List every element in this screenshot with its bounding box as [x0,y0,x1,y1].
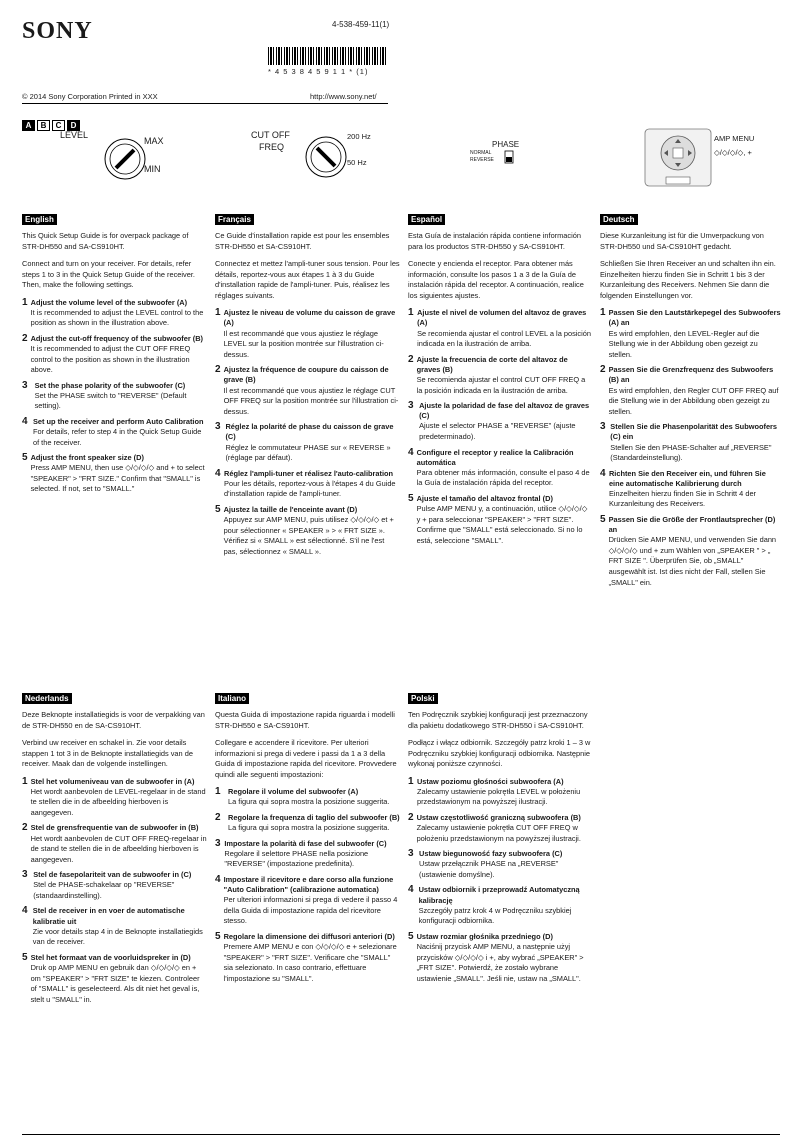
step-body [224,365,400,417]
step-body [31,823,207,865]
step-number: 2 [408,811,414,823]
section-deutsch [600,209,782,593]
step-title: Ajuste el nivel de volumen del altavoz de graves (A) [417,308,587,328]
step-text: Naciśnij przycisk AMP MENU, a następnie użyj przycisków ◇/◇/◇/◇ i +, aby wybrać „SPEAKER" > „FRT SIZE". Potwierdź, że zostało wybrane ustawienie „SMALL". Jeśli nie, ustaw na „SMALL". [416,942,584,983]
level-dial-figure [60,128,180,188]
step [215,365,400,417]
step [215,469,400,500]
step-body [610,422,782,463]
section-nederlands [22,688,207,1010]
hz200-label: 200 Hz [347,132,371,141]
step-body [31,453,207,495]
section-heading: Polski [408,693,438,704]
step [600,422,782,463]
intro-paragraph: Diese Kurzanleitung ist für die Umverpackung von STR-DH550 und SA-CS910HT gedacht. [600,231,764,251]
section-english [22,209,207,500]
step [215,875,400,927]
step-text: Premere AMP MENU e con ◇/◇/◇/◇ e + selezionare "SPEAKER" > "FRT SIZE". Verificare che "SMALL" sia selezionato. In caso contrario, effettuare l'impostazione su "SMALL". [223,942,397,983]
step-body [417,308,593,349]
badge-b: B [37,120,50,131]
section-heading: Español [408,214,445,225]
step-title: Ajustez la fréquence de coupure du caisson de grave (B) [223,365,389,385]
intro-paragraph: Collegare e accendere il ricevitore. Per ulteriori informazioni si prega di vedere i passi da 1 a 3 della Guida di impostazione rapida del ricevitore. Provvedere quindi alle seguenti impostazioni: [215,738,397,779]
step-text: Het wordt aanbevolen de CUT OFF FREQ-regelaar in de stand te stellen die in de afbeelding hierboven is aangegeven. [30,833,207,864]
step-number: 4 [408,446,414,458]
step-title: Set the phase polarity of the subwoofer (C) [34,380,186,390]
step-title: Richten Sie den Receiver ein, und führen Sie eine automatische Kalibrierung durch [608,468,766,488]
step-body [228,787,389,808]
step-text: Pulse AMP MENU y, a continuación, utilice ◇/◇/◇/◇ y + para seleccionar "SPEAKER" > "FRT SIZE". Confirme que "SMALL" está seleccionado. Si no lo está, seleccione "SMALL". [416,504,588,545]
step-title: Regolare la dimensione dei diffusori anteriori (D) [223,931,395,941]
section-francais [215,209,400,562]
reverse-label: REVERSE [470,157,494,163]
freq-label: FREQ [259,142,285,152]
step-text: Ajuste el selector PHASE a "REVERSE" (ajuste predeterminado). [419,421,576,441]
section-heading: Italiano [215,693,249,704]
step [215,813,400,834]
badge-a: A [22,120,35,131]
phase-label: PHASE [492,140,520,149]
step-title: Adjust the front speaker size (D) [30,453,144,463]
step-title: Stel de receiver in en voer de automatische kalibratie uit [32,906,185,926]
step-text: Drücken Sie AMP MENU, und verwenden Sie dann ◇/◇/◇/◇ und + zum Wählen von „SPEAKER " > „ FRT SIZE ". Überprüfen Sie, ob „SMALL" ausgewählt ist. Ist dies nicht der Fall, stellen Sie „SMALL" ein. [608,535,777,587]
step-title: Regolare la frequenza di taglio del subwoofer (B) [228,812,400,822]
step [600,365,782,417]
intro-paragraph: Conecte y encienda el receptor. Para obtener más información, consulte los pasos 1 a 3 de la Guía de instalación rápida del receptor. A continuación, realice los siguientes ajustes. [408,259,584,300]
step [215,422,400,463]
step-text: Zie voor details stap 4 in de Beknopte installatiegids van de receiver. [32,926,203,947]
step-body [224,308,400,360]
step-title: Réglez l'ampli-tuner et réalisez l'auto-calibration [224,468,394,478]
step-title: Passen Sie den Lautstärkepegel des Subwoofers (A) an [608,308,781,328]
step-title: Ustaw częstotliwość graniczną subwoofera (B) [416,812,581,822]
step-text: Press AMP MENU, then use ◇/◇/◇/◇ and + to select "SPEAKER" > "FRT SIZE." Confirm that "SMALL" is selected. If not, set to "SMALL." [30,463,205,494]
step-number: 4 [215,467,221,479]
step-title: Ustaw rozmiar głośnika przedniego (D) [416,931,553,941]
min-label: MIN [144,164,161,174]
step-body [224,839,400,870]
step-body [33,870,207,901]
step-text: Es wird empfohlen, den Regler CUT OFF FREQ auf die Stellung wie in der Abbildung oben gezeigt zu stellen. [608,385,779,416]
step-number: 5 [215,930,221,942]
step [22,953,207,1005]
step-number: 3 [215,837,221,849]
step [408,849,593,880]
step [22,417,207,448]
barcode-number: * 4 5 3 8 4 5 9 1 1 * (1) [268,67,369,76]
step [408,401,593,442]
step [215,505,400,557]
step-body [228,813,400,834]
step-number: 2 [215,364,221,376]
step-text: Appuyez sur AMP MENU, puis utilisez ◇/◇/◇/◇ et + pour sélectionner « SPEAKER » > « FRT SIZE ». Vérifiez si « SMALL » est sélectionné. S'il ne l'est pas, sélectionnez « SMALL ». [223,515,394,556]
step-text: Regolare il selettore PHASE nella posizione "REVERSE" (impostazione predefinita). [224,848,369,869]
step-title: Set up the receiver and perform Auto Calibration [32,416,204,426]
step-body [609,469,782,510]
step [408,932,593,984]
step-body [31,298,207,329]
phase-switch-figure [470,138,530,168]
step-body [224,875,400,927]
step-number: 4 [600,467,606,479]
intro-paragraph: Connect and turn on your receiver. For details, refer steps 1 to 3 in the Quick Setup Guide of the receiver. Then, make the following settings. [22,259,195,290]
step-number: 2 [215,811,221,823]
step-text: Einzelheiten hierzu finden Sie in Schritt 4 der Kurzanleitung des Receivers. [608,488,757,509]
step-body [417,355,593,396]
step-body [31,953,207,1005]
step [22,381,207,412]
level-label: LEVEL [60,130,89,140]
step-number: 2 [408,353,414,365]
step-title: Adjust the cut-off frequency of the subwoofer (B) [30,333,204,343]
step-title: Ajuste la polaridad de fase del altavoz de graves (C) [419,401,590,421]
step [408,813,593,844]
step-title: Impostare il ricevitore e dare corso alla funzione "Auto Calibration" (calibrazione automatica) [223,874,394,895]
step-text: Il est recommandé que vous ajustiez le réglage LEVEL sur la position montrée sur l'illustration ci-dessus. [223,328,384,359]
step-title: Ajuste la frecuencia de corte del altavoz de graves (B) [416,354,568,374]
step-title: Ustaw poziomu głośności subwoofera (A) [416,776,564,786]
step-body [609,515,782,588]
step-body [417,448,593,489]
step [600,515,782,588]
step-title: Adjust the volume level of the subwoofer (A) [30,297,188,307]
step-title: Stellen Sie die Phasenpolarität des Subwoofers (C) ein [610,422,778,442]
step-number: 1 [215,786,221,798]
step-title: Impostare la polarità di fase del subwoofer (C) [224,838,387,848]
step [215,308,400,360]
step-body [31,777,207,819]
step-text: Set the PHASE switch to "REVERSE" (Default setting). [34,390,187,411]
step [215,932,400,984]
step-body [33,906,207,947]
section-italiano [215,688,400,989]
step [22,298,207,329]
step [22,453,207,495]
step-text: Réglez le commutateur PHASE sur « REVERSE » (réglage par défaut). [225,442,391,463]
max-label: MAX [144,136,164,146]
section-heading: Deutsch [600,214,638,225]
remote-control-figure [644,128,714,188]
step-number: 4 [215,873,221,885]
step-text: Stel de PHASE-schakelaar op "REVERSE" (standaardinstelling). [33,880,175,900]
sony-logo: SONY [22,18,93,44]
step-title: Ustaw biegunowość fazy subwoofera (C) [419,849,563,859]
step [600,308,782,360]
step-number: 5 [600,514,606,525]
step-text: La figura qui sopra mostra la posizione suggerita. [228,823,390,833]
step-body [419,849,593,880]
step-title: Passen Sie die Grenzfrequenz des Subwoofers (B) an [608,365,774,385]
step-body [419,401,593,442]
step-number: 1 [408,307,414,319]
step-text: For details, refer to step 4 in the Quick Setup Guide of the receiver. [32,427,202,447]
intro-paragraph: Podłącz i włącz odbiornik. Szczegóły patrz kroki 1 – 3 w Podręczniku szybkiej konfiguracji odbiornika. Następnie wykonaj poniższe czynności. [408,738,591,769]
step-text: Per ulteriori informazioni si prega di vedere il passo 4 della Guida di impostazione rapida del ricevitore stesso. [223,895,398,926]
step-number: 4 [22,905,28,917]
step [600,469,782,510]
step-body [417,777,593,808]
amp-menu-label: AMP MENU [714,134,755,143]
step-number: 5 [408,492,414,504]
step-number: 5 [215,503,221,515]
step-title: Ajustez le niveau de volume du caisson de grave (A) [223,308,396,328]
step-number: 1 [22,296,28,308]
step-number: 5 [408,930,414,942]
step [408,355,593,396]
step-text: Il est recommandé que vous ajustiez le réglage CUT OFF FREQ sur la position montrée sur l'illustration ci-dessus. [223,385,399,416]
step-number: 3 [408,400,414,412]
step-body [224,505,400,557]
step-title: Stel het volumeniveau van de subwoofer in (A) [30,776,195,786]
step-text: It is recommended to adjust the LEVEL control to the position as shown in the illustration above. [30,307,204,328]
part-number: 4-538-459-11(1) [332,20,390,29]
intro-paragraph: Questa Guida di impostazione rapida riguarda i modelli STR-DH550 e SA-CS910HT. [215,710,395,730]
step-title: Stel het formaat van de voorluidspreker in (D) [30,952,191,962]
step-text: Druk op AMP MENU en gebruik dan ◇/◇/◇/◇ en + om "SPEAKER" > "FRT SIZE" te kiezen. Controleer of "SMALL" is geselecteerd. Als dit niet het geval is, stelt u "SMALL" in. [30,963,200,1004]
step-body [417,932,593,984]
step-body [609,365,782,417]
step-text: Se recomienda ajustar el control CUT OFF FREQ a la posición indicada en la ilustración de arriba. [416,375,586,395]
step-text: La figura qui sopra mostra la posizione suggerita. [228,797,390,807]
step [22,906,207,947]
step-title: Configure el receptor y realice la Calibración automática [416,447,574,467]
step-title: Stel de grensfrequentie van de subwoofer in (B) [30,823,199,833]
step-text: Para obtener más información, consulte el paso 4 de la Guía de instalación rápida del receptor. [416,467,590,488]
step [22,777,207,819]
remote-dpad-icon [644,128,714,188]
step-text: It is recommended to adjust the CUT OFF FREQ control to the position as shown in the illustration above. [30,344,191,375]
step-number: 2 [22,332,28,344]
step-body [31,334,207,376]
step-text: Het wordt aanbevolen de LEVEL-regelaar in de stand te stellen die in de afbeelding hierboven is aangegeven. [30,786,206,817]
cutoff-label: CUT OFF [251,130,290,140]
step [215,787,400,808]
step-title: Regolare il volume del subwoofer (A) [228,787,359,797]
step-number: 1 [22,775,28,787]
step-body [417,494,593,546]
normal-label: NORMAL [470,150,492,156]
step-text: Se recomienda ajustar el control LEVEL a la posición indicada en la ilustración de arriba. [417,328,591,349]
section-heading: Français [215,214,254,225]
section-espanol [408,209,593,551]
step-title: Ajuste el tamaño del altavoz frontal (D) [416,493,553,503]
intro-paragraph: Schließen Sie Ihren Receiver an und schalten ihn ein. Einzelheiten hierzu finden Sie in Schritt 1 bis 3 der Kurzanleitung des Receivers. Nehmen Sie dann die folgenden Einstellungen vor. [600,259,776,300]
phase-switch-icon [504,150,514,164]
step-number: 4 [408,884,414,896]
step-text: Ustaw przełącznik PHASE na „REVERSE" (ustawienie domyślne). [419,859,559,879]
step-text: Szczegóły patrz krok 4 w Podręczniku szybkiej konfiguracji odbiornika. [418,905,572,926]
step-text: Zalecamy ustawienie pokrętła LEVEL w położeniu przedstawionym na powyższej ilustracji. [416,786,581,807]
step-title: Passen Sie die Größe der Frontlautsprecher (D) an [608,515,776,535]
top-rule [22,103,388,104]
level-knob-icon [102,136,148,182]
step-text: Pour les détails, reportez-vous à l'étapes 4 du Guide d'installation rapide de l'ampli-tuner. [224,478,396,499]
step-body [35,381,207,412]
section-heading: English [22,214,57,225]
step-number: 3 [22,379,28,391]
step-number: 1 [600,307,606,319]
step-title: Stel de fasepolariteit van de subwoofer in (C) [33,870,192,880]
cutoff-knob-icon [303,134,349,180]
step [215,839,400,870]
step-title: Ajustez la taille de l'enceinte avant (D) [223,504,358,514]
step-title: Ustaw odbiornik i przeprowadź Automatyczną kalibrację [418,885,580,905]
step-body [417,813,593,844]
step-number: 4 [22,415,28,427]
step-number: 2 [600,364,606,376]
step [408,885,593,926]
step-body [609,308,782,360]
step-body [225,422,400,463]
step-body [33,417,207,448]
intro-paragraph: This Quick Setup Guide is for overpack package of STR-DH550 and SA-CS910HT. [22,231,189,251]
badge-d: D [67,120,80,131]
copyright: © 2014 Sony Corporation Printed in XXX [22,92,158,101]
intro-paragraph: Ten Podręcznik szybkiej konfiguracji jest przeznaczony dla pakietu dodatkowego STR-DH550 i SA-CS910HT. [408,710,588,730]
step-text: Es wird empfohlen, den LEVEL-Regler auf die Stellung wie in der Abbildung oben gezeigt zu stellen. [608,328,760,359]
step-number: 5 [22,452,28,464]
step [22,334,207,376]
step [22,823,207,865]
step-number: 3 [408,848,414,860]
step-text: Stellen Sie den PHASE-Schalter auf „REVERSE" (Standardeinstellung). [610,442,772,463]
section-polski [408,688,593,989]
bottom-rule [22,1134,780,1135]
cutoff-dial-figure [245,128,385,188]
step-body [224,932,400,984]
step [408,494,593,546]
step-number: 1 [215,307,221,319]
step [408,308,593,349]
step [22,870,207,901]
step-number: 3 [215,421,221,433]
step-number: 1 [408,775,414,787]
sony-url[interactable]: http://www.sony.net/ [310,92,377,101]
step-text: Zalecamy ustawienie pokrętła CUT OFF FREQ w położeniu przedstawionym na powyższej ilustracji. [416,823,581,843]
barcode [268,47,386,65]
step [408,448,593,489]
badge-c: C [52,120,65,131]
step-title: Réglez la polarité de phase du caisson de grave (C) [225,422,394,442]
intro-paragraph: Verbind uw receiver en schakel in. Zie voor details stappen 1 tot 3 in de Beknopte installatiegids van de receiver. Maak dan de volgende instellingen. [22,738,193,769]
step-body [419,885,593,926]
intro-paragraph: Deze Beknopte installatiegids is voor de verpakking van de STR-DH550 en de SA-CS910HT. [22,710,205,730]
intro-paragraph: Connectez et mettez l'ampli-tuner sous tension. Pour les détails, reportez-vous aux étapes 1 à 3 du Guide d'installation rapide de l'ampli-tuner. Puis, réalisez les réglages suivants. [215,259,400,300]
step-number: 3 [600,421,606,433]
step-body [224,469,400,500]
dpad-arrows-label: ◇/◇/◇/◇, + [714,148,752,157]
step-number: 5 [22,951,28,963]
step-number: 3 [22,869,28,881]
step-number: 2 [22,822,28,834]
step [408,777,593,808]
section-heading: Nederlands [22,693,72,704]
hz50-label: 50 Hz [347,158,367,167]
intro-paragraph: Esta Guía de instalación rápida contiene información para los productos STR-DH550 y SA-CS910HT. [408,231,581,251]
intro-paragraph: Ce Guide d'installation rapide est pour les ensembles STR-DH550 et SA-CS910HT. [215,231,390,251]
